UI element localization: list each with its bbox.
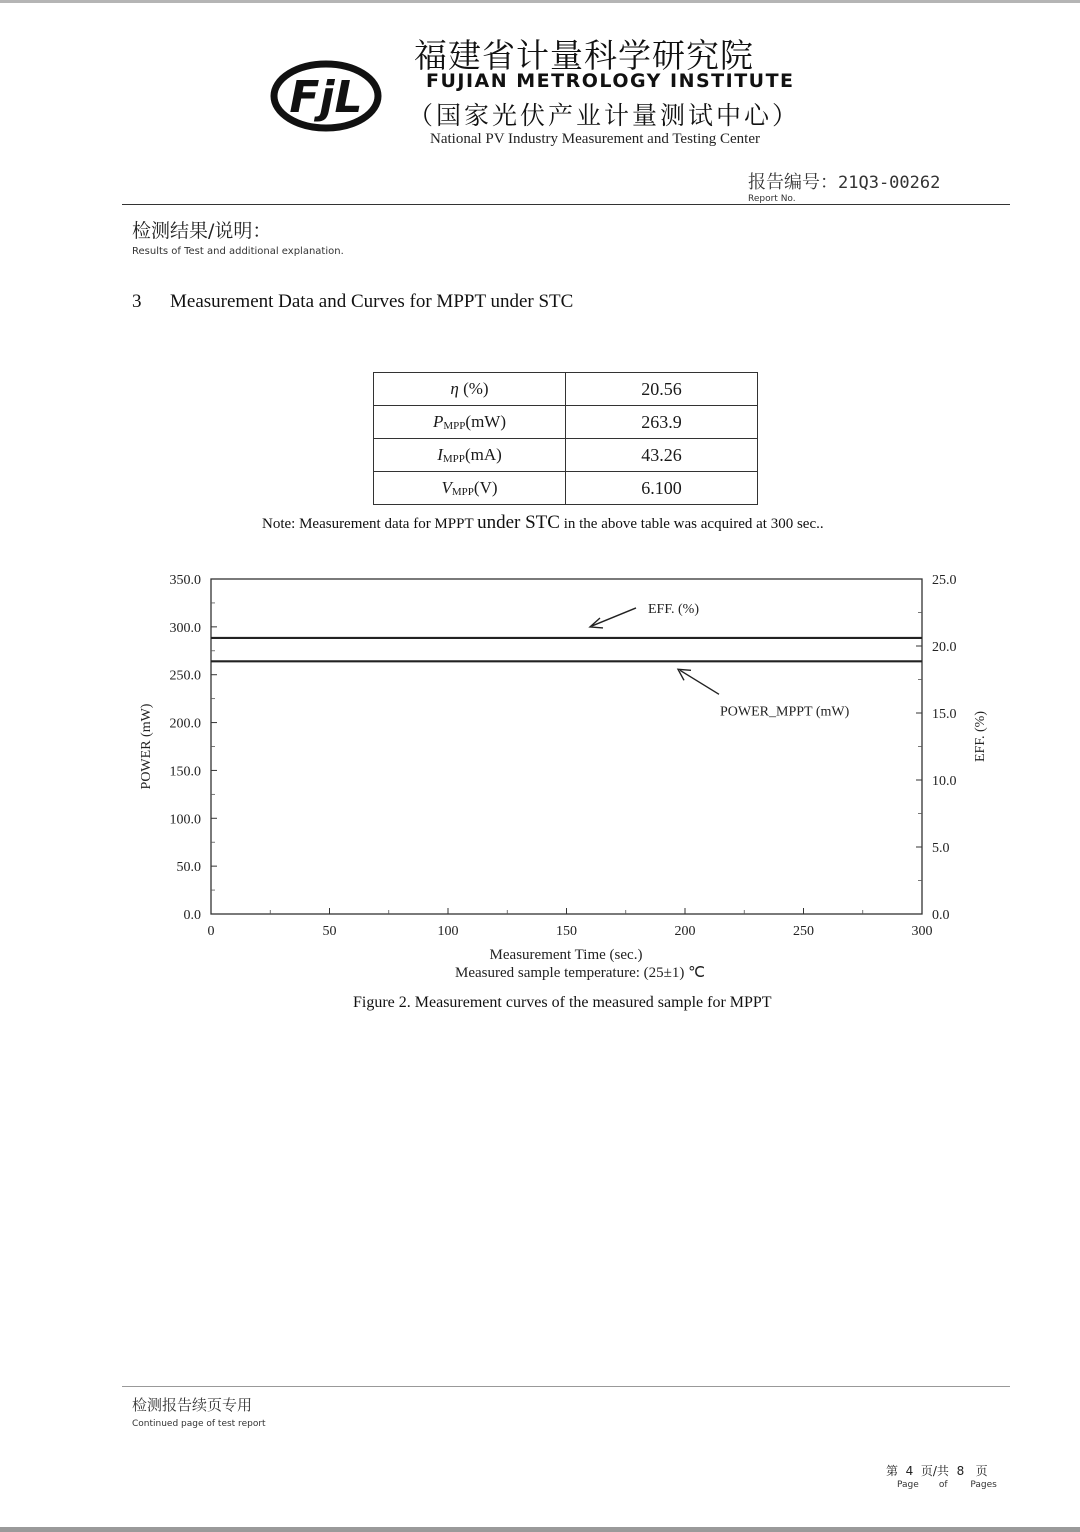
parameter-cell	[374, 373, 566, 406]
x-tick-label: 150	[556, 924, 577, 939]
parameter-unit: (mA)	[464, 445, 502, 464]
parameter-symbol: V	[441, 478, 452, 497]
parameter-unit: (mW)	[465, 412, 506, 431]
plot-frame	[211, 579, 922, 914]
footer-label-cn: 检测报告续页专用	[132, 1396, 253, 1414]
y2-axis-title: EFF. (%)	[973, 711, 988, 762]
table-row	[374, 373, 758, 406]
measurement-table	[373, 372, 758, 505]
x-axis-subtitle: Measured sample temperature: (25±1) ℃	[455, 965, 705, 981]
value-cell: 43.26	[566, 439, 758, 472]
series-label-eff: EFF. (%)	[648, 601, 699, 617]
report-number	[748, 168, 940, 194]
table-row	[374, 406, 758, 439]
section-title-cn: 检测结果/说明：	[132, 220, 272, 242]
x-axis-title: Measurement Time (sec.)	[489, 947, 643, 963]
parameter-subscript: MPP	[443, 420, 466, 432]
note-part-3: in the above table was acquired at 300 sec..	[559, 516, 824, 532]
x-tick-label: 50	[322, 924, 337, 939]
footer-label-en: Continued page of test report	[132, 1419, 266, 1429]
center-name-en: National PV Industry Measurement and Testing Center	[430, 131, 760, 147]
footer-divider	[122, 1386, 1010, 1387]
report-number-label: 报告编号：	[748, 172, 838, 193]
parameter-subscript: MPP	[442, 453, 465, 465]
y2-tick-label: 20.0	[932, 640, 957, 655]
institute-name-cn: 福建省计量科学研究院	[414, 36, 754, 75]
parameter-symbol: P	[432, 412, 444, 431]
table-row	[374, 439, 758, 472]
series-label-power: POWER_MPPT (mW)	[720, 704, 850, 720]
report-number-label-en: Report No.	[748, 194, 796, 204]
note-part-2: under STC	[477, 512, 560, 533]
y2-tick-label: 10.0	[932, 774, 957, 789]
value-cell: 6.100	[566, 472, 758, 505]
y-tick-label: 300.0	[169, 620, 201, 636]
parameter-unit: (V)	[473, 478, 498, 497]
parameter-cell	[374, 406, 566, 439]
mppt-chart	[0, 560, 1080, 990]
page-number-en: Page of Pages	[897, 1480, 997, 1490]
x-tick-label: 0	[207, 924, 215, 939]
table-row	[374, 472, 758, 505]
parameter-symbol: I	[437, 445, 443, 464]
y2-tick-label: 15.0	[932, 707, 957, 722]
value-cell: 20.56	[566, 373, 758, 406]
parameter-cell	[374, 472, 566, 505]
parameter-symbol: η	[450, 379, 459, 398]
y-tick-label: 200.0	[169, 716, 201, 732]
logo-text: FjL	[289, 72, 363, 123]
parameter-subscript: MPP	[451, 486, 474, 498]
heading-number: 3	[132, 291, 142, 312]
parameter-unit: (%)	[458, 379, 489, 398]
parameter-cell	[374, 439, 566, 472]
section-title-en: Results of Test and additional explanation.	[132, 246, 344, 257]
figure-caption: Figure 2. Measurement curves of the measured sample for MPPT	[353, 994, 772, 1011]
institute-name-en: FUJIAN METROLOGY INSTITUTE	[426, 70, 795, 92]
header-divider	[122, 204, 1010, 205]
y2-tick-label: 25.0	[932, 573, 957, 588]
x-tick-label: 200	[674, 924, 696, 939]
value-cell: 263.9	[566, 406, 758, 439]
y-tick-label: 50.0	[176, 860, 201, 876]
y2-tick-label: 0.0	[932, 908, 950, 923]
y-tick-label: 150.0	[169, 764, 201, 780]
y-tick-label: 250.0	[169, 668, 201, 684]
page-bottom-edge	[0, 1527, 1080, 1532]
y2-tick-label: 5.0	[932, 841, 950, 856]
heading-text: Measurement Data and Curves for MPPT under STC	[170, 291, 574, 312]
x-tick-label: 250	[793, 924, 814, 939]
report-number-value: 21Q3-00262	[838, 173, 941, 193]
y-tick-label: 350.0	[169, 573, 201, 588]
power-arrow-line	[680, 670, 719, 694]
page-top-edge	[0, 0, 1080, 3]
x-tick-label: 100	[437, 924, 459, 939]
y-tick-label: 100.0	[169, 812, 201, 828]
page-number-cn: 第 4 页/共 8 页	[886, 1464, 988, 1478]
institute-logo	[270, 60, 382, 132]
y-tick-label: 0.0	[183, 908, 201, 923]
section-heading	[132, 291, 573, 313]
x-tick-label: 300	[911, 924, 933, 939]
y-axis-title: POWER (mW)	[139, 703, 154, 790]
table-note	[262, 512, 824, 534]
note-part-1: Note: Measurement data for MPPT	[262, 516, 478, 532]
eff-arrow-line	[592, 608, 636, 626]
center-name-cn: （国家光伏产业计量测试中心）	[408, 101, 801, 130]
